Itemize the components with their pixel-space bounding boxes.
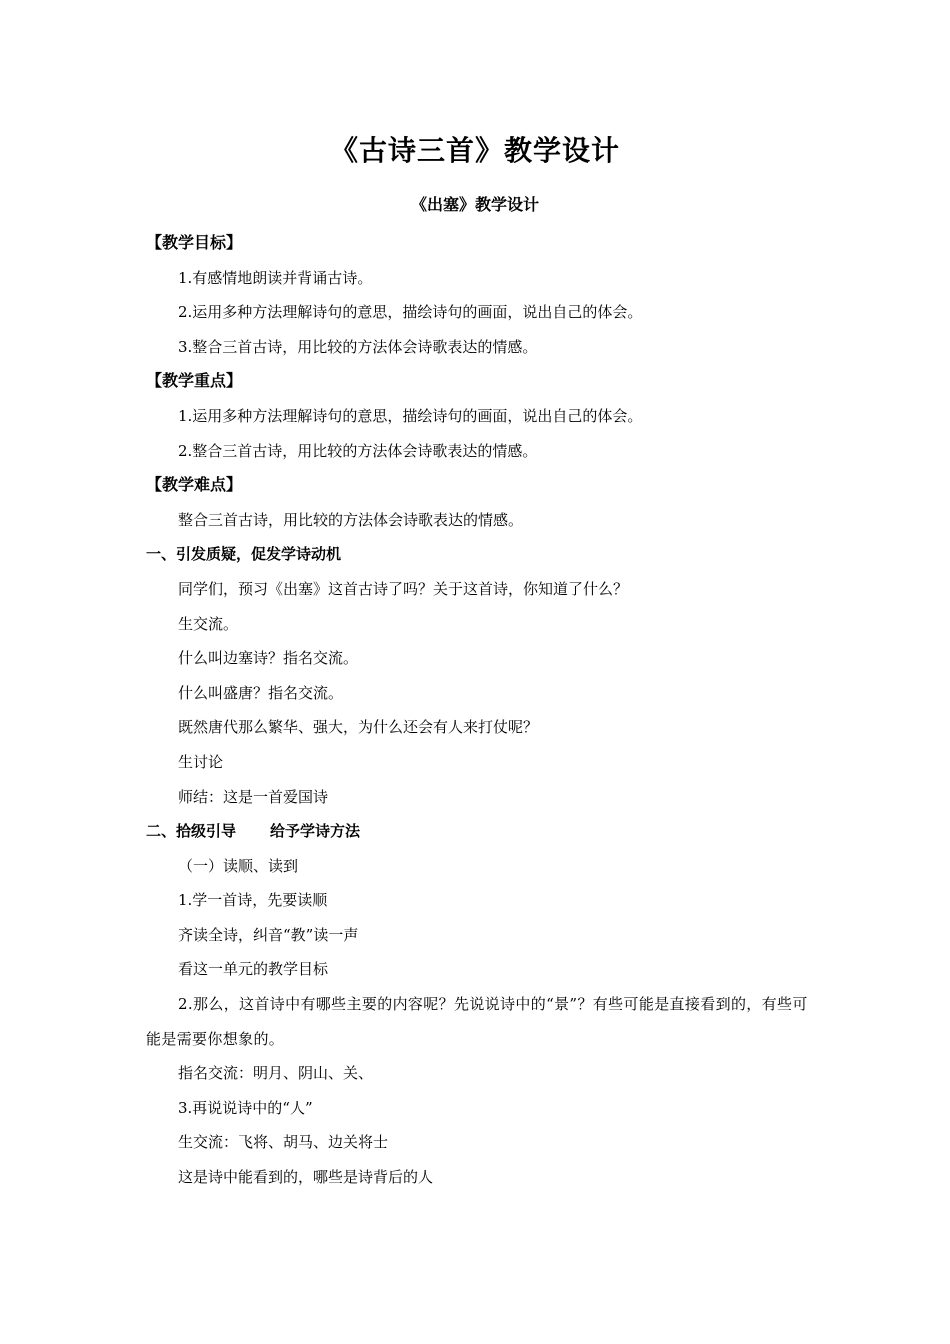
section1-line: 生讨论 (178, 752, 224, 771)
section2-heading-part1: 二、拾级引导 (146, 822, 237, 841)
section2-line: 3.再说说诗中的“人” (178, 1098, 313, 1117)
section2-line: 看这一单元的教学目标 (178, 960, 329, 979)
section2-line: 生交流：飞将、胡马、边关将士 (178, 1133, 389, 1152)
section2-paragraph: 2.那么，这首诗中有哪些主要的内容呢？先说说诗中的“景”？有些可能是直接看到的，有些可能是需要你想象的。 (146, 995, 808, 1048)
key-point-item: 1.运用多种方法理解诗句的意思，描绘诗句的画面，说出自己的体会。 (178, 406, 643, 425)
section2-line: 齐读全诗，纠音“教”读一声 (178, 925, 359, 944)
document-body (146, 226, 810, 1195)
key-point-item: 2.整合三首古诗，用比较的方法体会诗歌表达的情感。 (178, 441, 538, 460)
document-title: 《古诗三首》教学设计 (329, 134, 620, 167)
section1-line: 什么叫边塞诗？指名交流。 (178, 649, 359, 668)
objective-item: 2.运用多种方法理解诗句的意思，描绘诗句的画面，说出自己的体会。 (178, 303, 643, 322)
section2-line: （一）读顺、读到 (178, 856, 299, 875)
section2-line: 1.学一首诗，先要读顺 (178, 891, 328, 910)
difficulty-item: 整合三首古诗，用比较的方法体会诗歌表达的情感。 (178, 510, 524, 529)
section2-heading (146, 814, 810, 849)
section2-line: 这是诗中能看到的，哪些是诗背后的人 (178, 1168, 434, 1187)
section2-heading-part2: 给予学诗方法 (270, 822, 361, 841)
section1-heading: 一、引发质疑，促发学诗动机 (146, 545, 342, 564)
section2-line: 指名交流：明月、阴山、关、 (178, 1064, 374, 1083)
objective-item: 1.有感情地朗读并背诵古诗。 (178, 268, 373, 287)
objective-item: 3.整合三首古诗，用比较的方法体会诗歌表达的情感。 (178, 337, 538, 356)
difficulties-heading: 【教学难点】 (146, 475, 243, 495)
key-points-heading: 【教学重点】 (146, 371, 243, 391)
section1-line: 既然唐代那么繁华、强大，为什么还会有人来打仗呢？ (178, 718, 539, 737)
section1-line: 什么叫盛唐？指名交流。 (178, 683, 344, 702)
section1-line: 师结：这是一首爱国诗 (178, 787, 329, 806)
objectives-heading: 【教学目标】 (146, 233, 243, 252)
document-subtitle: 《出塞》教学设计 (410, 195, 539, 214)
section1-line: 生交流。 (178, 614, 239, 633)
section1-line: 同学们，预习《出塞》这首古诗了吗？关于这首诗，你知道了什么？ (178, 579, 629, 598)
